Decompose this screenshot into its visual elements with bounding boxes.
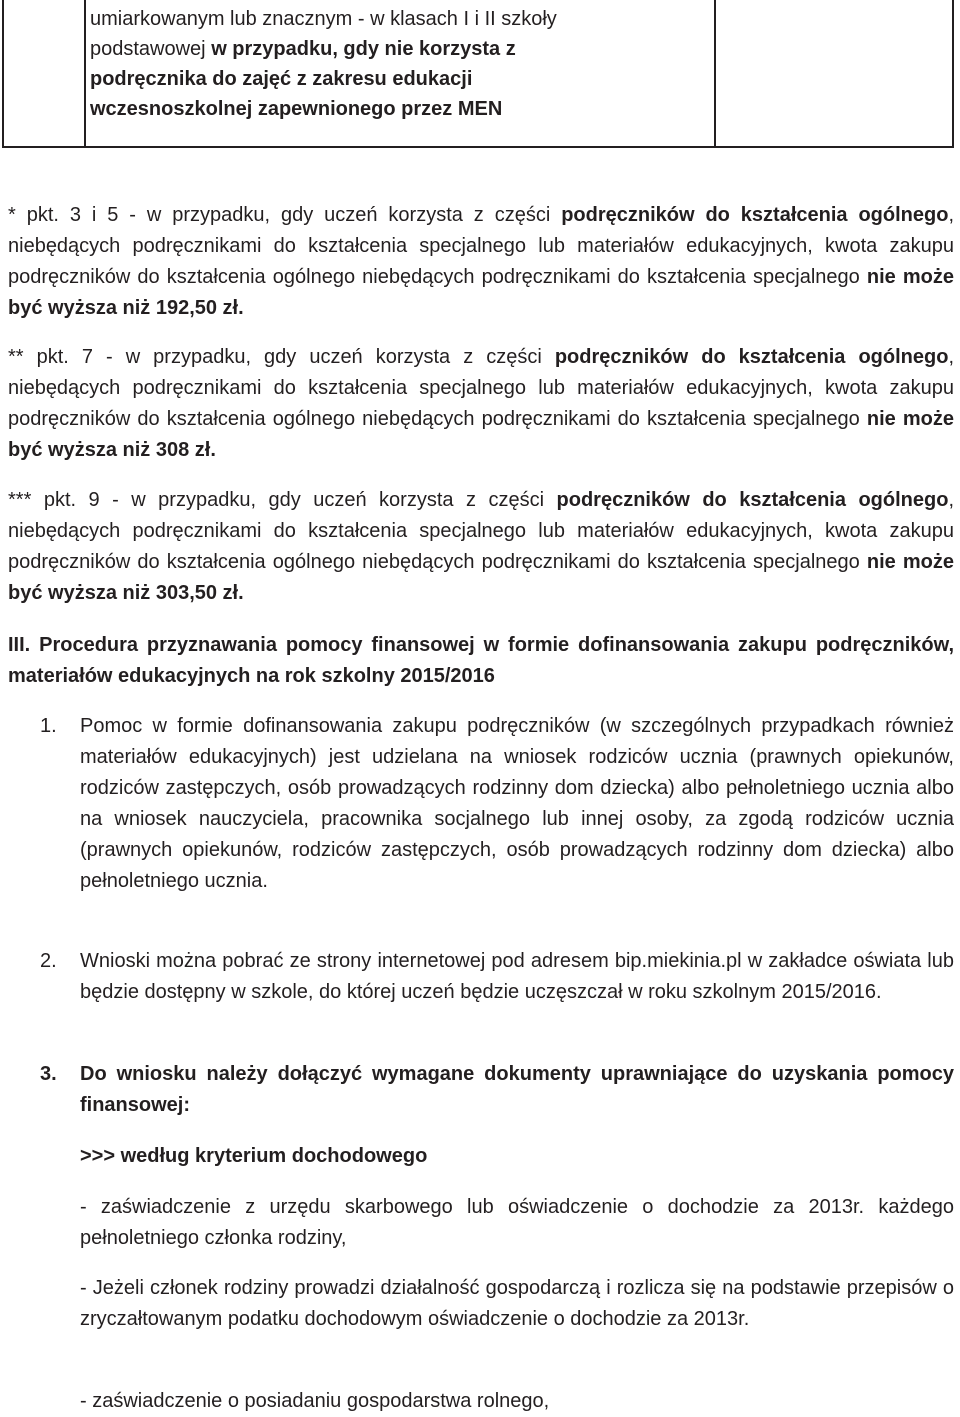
table-fragment bbox=[2, 0, 954, 148]
table-line-3: podręcznika do zajęć z zakresu edukacji bbox=[90, 68, 473, 90]
list-item-2-text: Wnioski można pobrać ze strony internetowej pod adresem bip.miekinia.pl w zakładce oświata lub będzie dostępny w szkole, do której uczeń będzie uczęszczał w roku szkolnym 2015/2016. bbox=[80, 950, 954, 1003]
footnote-3-bold-subject: podręczników do kształcenia ogólnego bbox=[556, 489, 949, 511]
table-line-1: umiarkowanym lub znacznym - w klasach I i II szkoły bbox=[90, 8, 557, 30]
table-cell-right bbox=[716, 0, 952, 146]
footnote-3 bbox=[8, 485, 954, 609]
document-item-3: - zaświadczenie o posiadaniu gospodarstwa rolnego, bbox=[80, 1390, 550, 1412]
footnote-2-bold-subject: podręczników do kształcenia ogólnego bbox=[554, 346, 949, 368]
list-item-3-text: Do wniosku należy dołączyć wymagane dokumenty uprawniające do uzyskania pomocy finansowej: bbox=[80, 1063, 954, 1116]
document-item-1: - zaświadczenie z urzędu skarbowego lub oświadczenie o dochodzie za 2013r. każdego pełnoletniego członka rodziny, bbox=[80, 1196, 954, 1249]
footnote-2 bbox=[8, 342, 954, 466]
document-item-2: - Jeżeli członek rodziny prowadzi działalność gospodarczą i rozlicza się na podstawie przepisów o zryczałtowanym podatku dochodowym oświadczenie o dochodzie za 2013r. bbox=[80, 1277, 954, 1330]
table-line-2-plain: podstawowej bbox=[90, 38, 212, 60]
footnote-3-limit: nie może być wyższa niż 303,50 zł. bbox=[8, 551, 954, 604]
table-cell-middle bbox=[86, 0, 716, 146]
list-item-3-number: 3. bbox=[40, 1063, 57, 1085]
section-heading: III. Procedura przyznawania pomocy finansowej w formie dofinansowania zakupu podręczników, materiałów edukacyjnych na rok szkolny 2015/2016 bbox=[8, 634, 954, 687]
footnote-1-prefix: * pkt. 3 i 5 - w przypadku, gdy uczeń korzysta z części bbox=[8, 204, 562, 226]
footnote-1-middle: , niebędących podręcznikami do kształcenia specjalnego lub materiałów edukacyjnych, kwota zakupu podręczników do kształcenia ogólnego niebędących podręcznikami do kształcenia specjalnego bbox=[8, 204, 954, 288]
footnote-1-bold-subject: podręczników do kształcenia ogólnego bbox=[561, 204, 949, 226]
footnote-3-prefix: *** pkt. 9 - w przypadku, gdy uczeń korzysta z części bbox=[8, 489, 557, 511]
list-item-1-text: Pomoc w formie dofinansowania zakupu podręczników (w szczególnych przypadkach również materiałów edukacyjnych) jest udzielana na wniosek rodziców ucznia (prawnych opiekunów, rodziców zastępczych, osób prowadzących rodzinny dom dziecka) albo pełnoletniego ucznia albo na wniosek nauczyciela, pracownika socjalnego lub innej osoby, za zgodą rodziców ucznia (prawnych opiekunów, rodziców zastępczych, osób prowadzących rodzinny dom dziecka) albo pełnoletniego ucznia. bbox=[80, 715, 954, 892]
table-line-4: wczesnoszkolnej zapewnionego przez MEN bbox=[90, 98, 503, 120]
footnote-1-limit: nie może być wyższa niż 192,50 zł. bbox=[8, 266, 954, 319]
footnote-3-middle: , niebędących podręcznikami do kształcenia specjalnego lub materiałów edukacyjnych, kwota zakupu podręczników do kształcenia ogólnego niebędących podręcznikami do kształcenia specjalnego bbox=[8, 489, 954, 573]
footnote-2-middle: , niebędących podręcznikami do kształcenia specjalnego lub materiałów edukacyjnych, kwota zakupu podręczników do kształcenia ogólnego niebędących podręcznikami do kształcenia specjalnego bbox=[8, 346, 954, 430]
footnote-2-prefix: ** pkt. 7 - w przypadku, gdy uczeń korzysta z części bbox=[8, 346, 555, 368]
table-line-2 bbox=[90, 34, 650, 64]
table-cell-left bbox=[4, 0, 86, 146]
footnote-2-limit: nie może być wyższa niż 308 zł. bbox=[8, 408, 954, 461]
criterion-heading: >>> według kryterium dochodowego bbox=[80, 1145, 428, 1167]
footnote-1 bbox=[8, 200, 954, 324]
table-line-2-bold: w przypadku, gdy nie korzysta z bbox=[211, 38, 516, 60]
list-item-1-number: 1. bbox=[40, 715, 57, 737]
table-cell-text bbox=[90, 4, 650, 124]
list-item-2-number: 2. bbox=[40, 950, 57, 972]
